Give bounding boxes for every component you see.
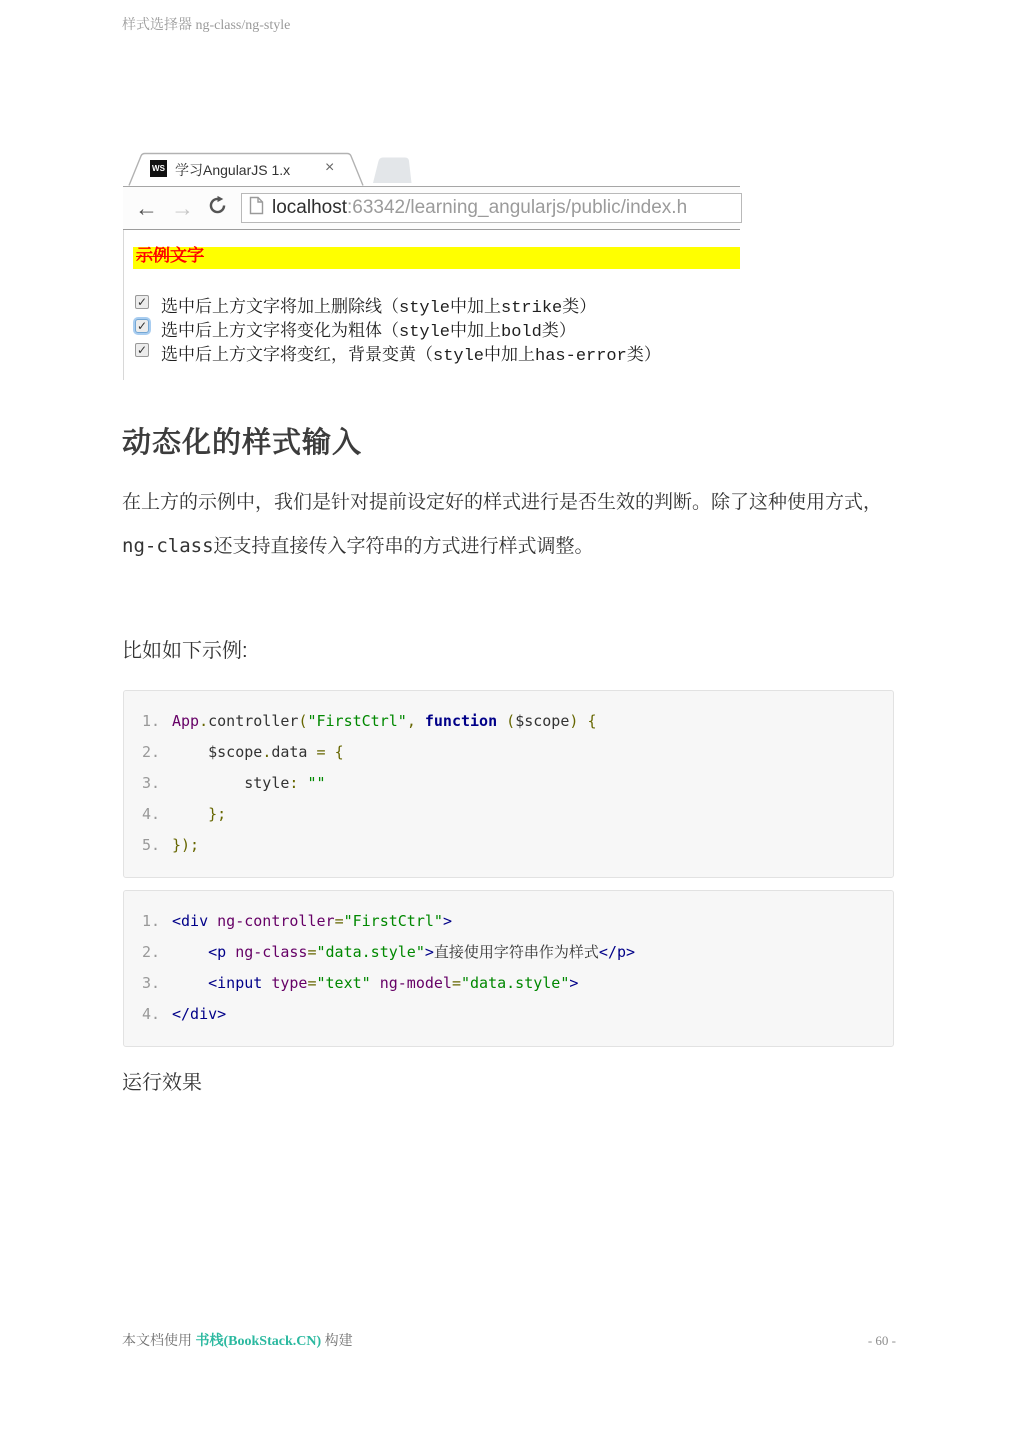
doc-footer [122,1330,896,1350]
browser-toolbar [123,186,740,230]
body-paragraph [122,482,902,569]
webstorm-favicon: WS [150,160,167,177]
footer-build-note [122,1330,353,1350]
browser-tab-strip [123,152,740,186]
code-line: 4. </div> [124,999,883,1030]
paragraph-text: 在上方的示例中，我们是针对提前设定好的样式进行是否生效的判断。除了这种使用方式， [122,492,883,513]
checkbox-has-error[interactable]: ✓ [136,343,148,357]
code-line: 3. style: "" [124,768,883,799]
checkbox-row-has-error [133,340,740,364]
code-line: 5. }); [124,830,883,861]
url-host: localhost [272,197,347,218]
line-number: 4. [141,1005,160,1023]
checkbox-list [133,292,740,364]
line-number: 5. [141,836,160,854]
new-tab-stub [373,158,412,184]
address-bar[interactable] [241,193,742,223]
checkbox-strike[interactable]: ✓ [136,295,148,309]
code-line: 3. <input type="text" ng-model="data.style"> [124,968,883,999]
line-number: 2. [141,943,160,961]
inline-code-ng-class: ng-class [122,534,214,557]
bookstack-brand: 书栈(BookStack.CN) [195,1334,322,1349]
section-heading: 动态化的样式输入 [122,427,363,459]
footer-text: 本文档使用 [122,1334,196,1349]
line-number: 2. [141,743,160,761]
line-number: 3. [141,974,160,992]
doc-header-title: 样式选择器 ng-class/ng-style [122,18,291,33]
back-icon[interactable]: ← [135,194,158,221]
page-doc-icon [249,196,264,221]
code-line: 1. App.controller("FirstCtrl", function ($scope) { [124,706,883,737]
checkbox-label: 选中后上方文字将变红，背景变黄（style中加上has-error类） [161,347,661,366]
sample-text-highlight: 示例文字 [133,247,740,269]
checkbox-bold[interactable]: ✓ [136,319,148,333]
line-number: 3. [141,774,160,792]
footer-text: 构建 [321,1334,353,1349]
tab-close-icon[interactable]: × [325,159,335,176]
example-label: 比如如下示例: [122,640,248,662]
paragraph-text: 还支持直接传入字符串的方式进行样式调整。 [213,535,594,557]
url-text [272,197,687,219]
code-block-javascript [123,690,894,878]
code-line: 1. <div ng-controller="FirstCtrl"> [124,906,883,937]
forward-icon[interactable]: → [171,194,194,221]
checkbox-label: 选中后上方文字将加上删除线（style中加上strike类） [161,299,597,318]
code-block-html [123,890,894,1047]
code-line: 2. $scope.data = { [124,737,883,768]
checkbox-row-bold [133,316,740,340]
refresh-icon[interactable] [207,195,228,221]
line-number: 1. [141,712,160,730]
line-number: 4. [141,805,160,823]
url-path: :63342/learning_angularjs/public/index.h [347,197,688,218]
code-line: 4. }; [124,799,883,830]
tab-title[interactable]: 学习AngularJS 1.x [175,162,291,178]
result-label: 运行效果 [122,1072,202,1094]
checkbox-label: 选中后上方文字将变化为粗体（style中加上bold类） [161,323,576,342]
browser-screenshot [123,152,740,380]
line-number: 1. [141,912,160,930]
checkbox-row-strike [133,292,740,316]
code-line: 2. <p ng-class="data.style">直接使用字符串作为样式</p> [124,937,883,968]
browser-page-content [123,230,740,380]
page-number: - 60 - [867,1333,896,1348]
